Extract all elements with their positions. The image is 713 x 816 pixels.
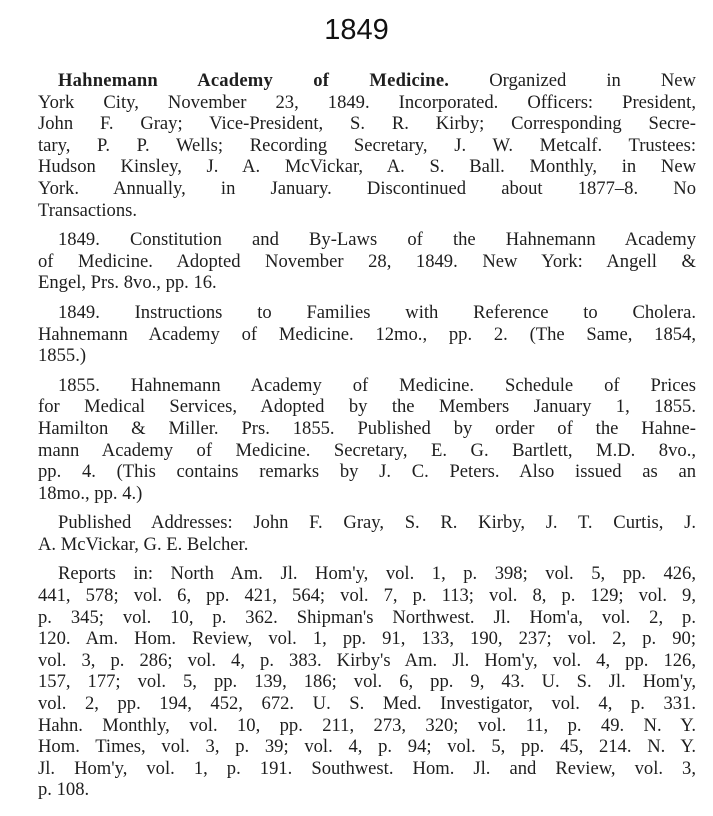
text-line: for Medical Services, Adopted by the Members January 1, 1855. xyxy=(38,396,696,418)
text-line: 157, 177; vol. 5, pp. 139, 186; vol. 6, pp. 9, 43. U. S. Jl. Hom'y, xyxy=(38,671,696,693)
text-line: Hamilton & Miller. Prs. 1855. Published by order of the Hahne- xyxy=(38,417,696,439)
text-line: Transactions. xyxy=(38,199,137,221)
text-line: Hom. Times, vol. 3, p. 39; vol. 4, p. 94; vol. 5, pp. 45, 214. N. Y. xyxy=(38,736,696,758)
text-line: A. McVickar, G. E. Belcher. xyxy=(38,533,249,555)
text-line: 441, 578; vol. 6, pp. 421, 564; vol. 7, p. 113; vol. 8, p. 129; vol. 9, xyxy=(38,585,696,607)
entry-published-addresses xyxy=(38,512,696,555)
entry-cholera-instructions xyxy=(38,302,696,367)
text-line: John F. Gray; Vice-President, S. R. Kirby; Corresponding Secre- xyxy=(38,113,696,135)
text-line: Hahnemann Academy of Medicine. 12mo., pp. 2. (The Same, 1854, xyxy=(38,323,696,345)
text-line: Jl. Hom'y, vol. 1, p. 191. Southwest. Hom. Jl. and Review, vol. 3, xyxy=(38,757,696,779)
text-line: Published Addresses: John F. Gray, S. R. Kirby, J. T. Curtis, J. xyxy=(58,512,696,534)
text-line: tary, P. P. Wells; Recording Secretary, J. W. Metcalf. Trustees: xyxy=(38,134,696,156)
text-line: 120. Am. Hom. Review, vol. 1, pp. 91, 133, 190, 237; vol. 2, p. 90; xyxy=(38,628,696,650)
text-line: vol. 2, pp. 194, 452, 672. U. S. Med. Investigator, vol. 4, p. 331. xyxy=(38,693,696,715)
text-line: 18mo., pp. 4.) xyxy=(38,482,143,504)
text-line: mann Academy of Medicine. Secretary, E. G. Bartlett, M.D. 8vo., xyxy=(38,439,696,461)
page-title: 1849 xyxy=(324,14,389,46)
text-line: Hudson Kinsley, J. A. McVickar, A. S. Ball. Monthly, in New xyxy=(38,156,696,178)
text-line: Reports in: North Am. Jl. Hom'y, vol. 1, p. 398; vol. 5, pp. 426, xyxy=(58,563,696,585)
document-body xyxy=(38,70,696,809)
text-line: p. 108. xyxy=(38,779,90,801)
entry-reports xyxy=(38,563,696,801)
text-line: 1849. Constitution and By-Laws of the Hahnemann Academy xyxy=(58,229,696,251)
text-line: 1855.) xyxy=(38,345,87,367)
text-line: Engel, Prs. 8vo., pp. 16. xyxy=(38,272,217,294)
text-line: p. 345; vol. 10, p. 362. Shipman's Northwest. Jl. Hom'a, vol. 2, p. xyxy=(38,606,696,628)
text-line: Hahnemann Academy of Medicine. Organized in New xyxy=(58,70,696,91)
text-line: of Medicine. Adopted November 28, 1849. New York: Angell & xyxy=(38,250,696,272)
text-line: pp. 4. (This contains remarks by J. C. Peters. Also issued as an xyxy=(38,461,696,483)
org-entry xyxy=(38,70,696,221)
entry-constitution xyxy=(38,229,696,294)
text-line: 1855. Hahnemann Academy of Medicine. Schedule of Prices xyxy=(58,374,696,396)
text-line: Hahn. Monthly, vol. 10, pp. 211, 273, 320; vol. 11, p. 49. N. Y. xyxy=(38,714,696,736)
text-line: York. Annually, in January. Discontinued about 1877–8. No xyxy=(38,177,696,199)
entry-schedule-of-prices xyxy=(38,375,696,505)
text-line: York City, November 23, 1849. Incorporated. Officers: President, xyxy=(38,91,696,113)
text-line: vol. 3, p. 286; vol. 4, p. 383. Kirby's Am. Jl. Hom'y, vol. 4, pp. 126, xyxy=(38,649,696,671)
entry-heading: Hahnemann Academy of Medicine. xyxy=(58,70,450,91)
text-line: 1849. Instructions to Families with Reference to Cholera. xyxy=(58,301,696,323)
